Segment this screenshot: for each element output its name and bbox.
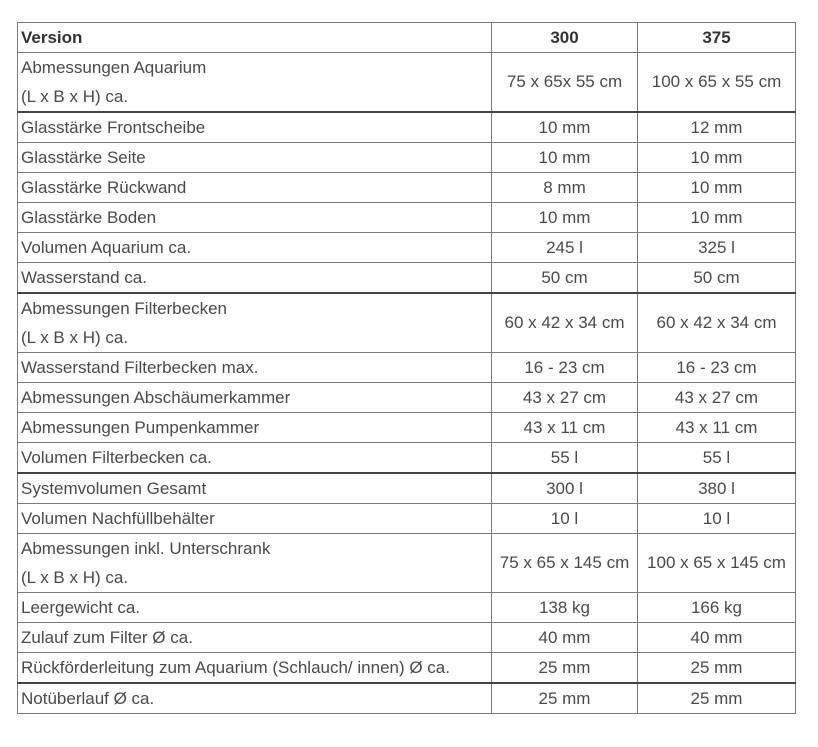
value-375: 10 l (638, 504, 796, 534)
value-375: 43 x 27 cm (638, 383, 796, 413)
header-col-375: 375 (638, 23, 796, 53)
row-label (18, 53, 492, 113)
table-row (18, 263, 796, 294)
value-300: 10 mm (492, 112, 638, 143)
value-300: 25 mm (492, 683, 638, 714)
row-label-line: Abmessungen Abschäumerkammer (21, 387, 291, 407)
row-label (18, 383, 492, 413)
row-label-line: Wasserstand Filterbecken max. (21, 357, 259, 377)
row-label (18, 263, 492, 294)
table-body (18, 53, 796, 714)
table-row (18, 293, 796, 353)
row-label (18, 504, 492, 534)
value-300: 300 l (492, 473, 638, 504)
value-300: 43 x 11 cm (492, 413, 638, 443)
row-label (18, 293, 492, 353)
value-300: 16 - 23 cm (492, 353, 638, 383)
row-label-line: Abmessungen Pumpenkammer (21, 417, 260, 437)
value-375: 40 mm (638, 623, 796, 653)
table-row (18, 534, 796, 593)
row-label (18, 623, 492, 653)
row-label (18, 473, 492, 504)
row-label-line: Glasstärke Boden (21, 207, 157, 227)
value-375: 10 mm (638, 173, 796, 203)
row-label-line: Abmessungen inkl. Unterschrank (21, 539, 271, 558)
table-row (18, 233, 796, 263)
table-row (18, 173, 796, 203)
spec-table (17, 22, 796, 714)
value-375: 380 l (638, 473, 796, 504)
table-row (18, 623, 796, 653)
value-375: 25 mm (638, 653, 796, 684)
row-label-line: (L x B x H) ca. (21, 568, 129, 587)
row-label-line: Rückförderleitung zum Aquarium (Schlauch/ innen) Ø ca. (21, 657, 450, 677)
row-label-line: Notüberlauf Ø ca. (21, 688, 155, 708)
table-row (18, 383, 796, 413)
value-300: 25 mm (492, 653, 638, 684)
value-375: 25 mm (638, 683, 796, 714)
value-300: 50 cm (492, 263, 638, 294)
value-375: 50 cm (638, 263, 796, 294)
header-version: Version (18, 23, 492, 53)
value-375: 100 x 65 x 145 cm (638, 534, 796, 593)
row-label (18, 203, 492, 233)
table-row (18, 203, 796, 233)
table-row (18, 683, 796, 714)
table-header-row (18, 23, 796, 53)
table-row (18, 112, 796, 143)
value-375: 55 l (638, 443, 796, 474)
value-300: 75 x 65x 55 cm (492, 53, 638, 113)
row-label (18, 143, 492, 173)
row-label (18, 233, 492, 263)
header-col-300: 300 (492, 23, 638, 53)
value-375: 100 x 65 x 55 cm (638, 53, 796, 113)
row-label (18, 112, 492, 143)
row-label-line: Wasserstand ca. (21, 267, 147, 287)
row-label-line: Volumen Filterbecken ca. (21, 447, 212, 467)
spec-table-container (17, 22, 795, 714)
table-row (18, 143, 796, 173)
row-label-line: (L x B x H) ca. (21, 328, 129, 347)
row-label-line: Abmessungen Filterbecken (21, 299, 228, 318)
row-label (18, 353, 492, 383)
value-300: 10 mm (492, 143, 638, 173)
table-row (18, 593, 796, 623)
row-label (18, 173, 492, 203)
row-label (18, 443, 492, 474)
value-375: 16 - 23 cm (638, 353, 796, 383)
table-row (18, 53, 796, 113)
value-375: 325 l (638, 233, 796, 263)
row-label-line: Glasstärke Frontscheibe (21, 117, 206, 137)
row-label (18, 653, 492, 684)
row-label (18, 683, 492, 714)
value-300: 10 l (492, 504, 638, 534)
row-label (18, 534, 492, 593)
value-300: 8 mm (492, 173, 638, 203)
value-300: 55 l (492, 443, 638, 474)
value-300: 10 mm (492, 203, 638, 233)
row-label (18, 593, 492, 623)
value-300: 43 x 27 cm (492, 383, 638, 413)
row-label-line: Systemvolumen Gesamt (21, 478, 207, 498)
table-row (18, 653, 796, 684)
value-375: 10 mm (638, 203, 796, 233)
table-row (18, 413, 796, 443)
value-300: 138 kg (492, 593, 638, 623)
value-375: 10 mm (638, 143, 796, 173)
row-label-line: Glasstärke Seite (21, 147, 146, 167)
row-label-line: Leergewicht ca. (21, 597, 141, 617)
table-row (18, 353, 796, 383)
row-label-line: Volumen Nachfüllbehälter (21, 508, 215, 528)
value-375: 43 x 11 cm (638, 413, 796, 443)
value-300: 40 mm (492, 623, 638, 653)
value-375: 60 x 42 x 34 cm (638, 293, 796, 353)
table-row (18, 504, 796, 534)
value-300: 60 x 42 x 34 cm (492, 293, 638, 353)
table-row (18, 473, 796, 504)
table-row (18, 443, 796, 474)
value-375: 166 kg (638, 593, 796, 623)
row-label-line: (L x B x H) ca. (21, 87, 129, 106)
value-375: 12 mm (638, 112, 796, 143)
value-300: 75 x 65 x 145 cm (492, 534, 638, 593)
row-label-line: Zulauf zum Filter Ø ca. (21, 627, 193, 647)
row-label (18, 413, 492, 443)
row-label-line: Glasstärke Rückwand (21, 177, 187, 197)
row-label-line: Volumen Aquarium ca. (21, 237, 192, 257)
value-300: 245 l (492, 233, 638, 263)
row-label-line: Abmessungen Aquarium (21, 58, 207, 77)
